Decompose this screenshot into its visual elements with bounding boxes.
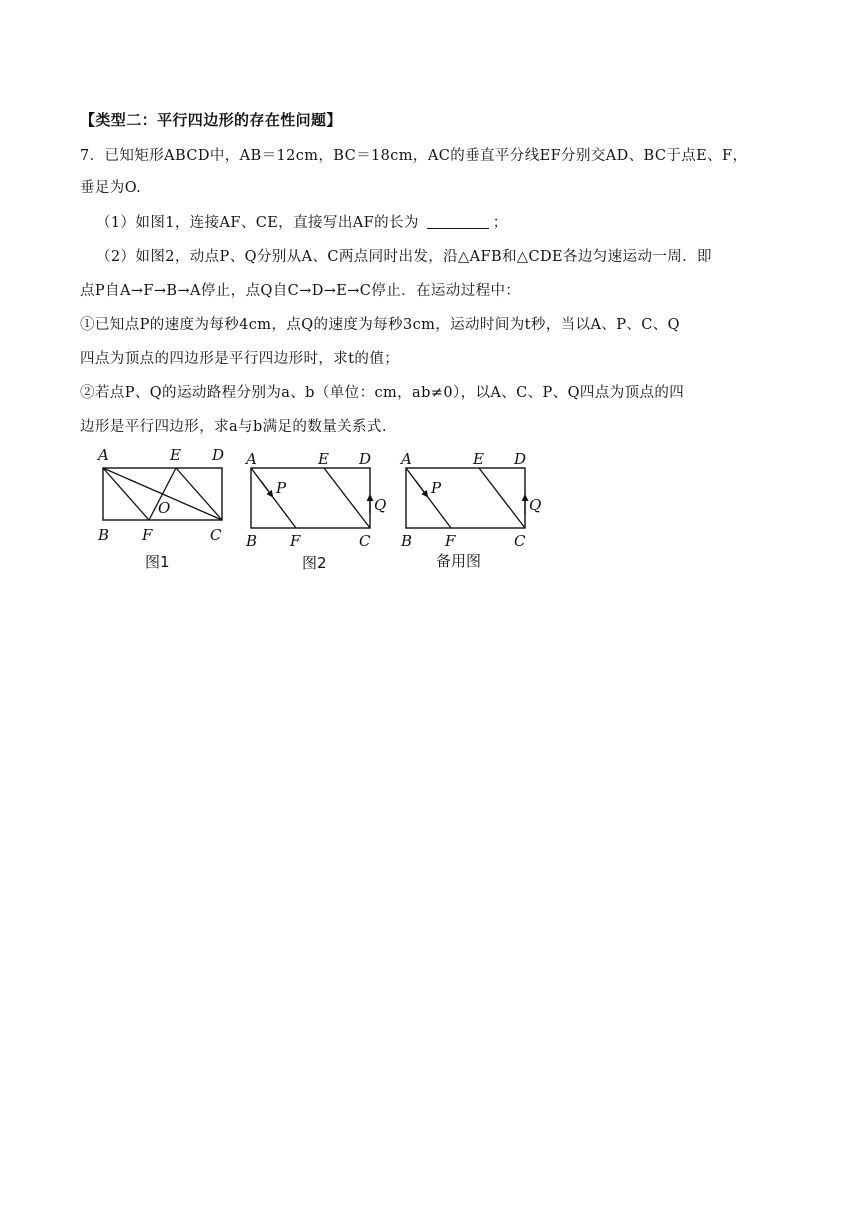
label-c: C [359,532,371,550]
label-c: C [514,532,526,550]
label-d: D [514,450,527,468]
point-p-arrow [416,481,427,496]
figure-spare-caption: 备用图 [436,552,482,570]
label-b: B [98,526,110,544]
label-b: B [401,532,413,550]
label-a: A [401,450,412,468]
question-2a-line-1: ①已知点P的速度为每秒4cm，点Q的速度为每秒3cm，运动时间为t秒，当以A、P、C、Q [80,317,680,333]
label-p: P [431,479,442,497]
label-f: F [290,532,301,550]
label-c: C [210,526,222,544]
label-q: Q [529,496,542,514]
label-b: B [246,532,258,550]
question-2b-line-2: 边形是平行四边形，求a与b满足的数量关系式. [80,419,387,435]
label-o: O [158,499,171,517]
problem-intro-line-1: 7．已知矩形ABCD中，AB＝12cm，BC＝18cm，AC的垂直平分线EF分别交AD、BC于点E、F， [80,148,748,164]
label-e: E [473,450,484,468]
section-heading: 【类型二：平行四边形的存在性问题】 [80,111,342,129]
segment-af [251,468,296,528]
problem-intro-line-2: 垂足为O. [80,180,142,196]
label-e: E [318,450,329,468]
label-f: F [142,526,153,544]
question-2a-line-2: 四点为顶点的四边形是平行四边形时，求t的值； [80,351,400,367]
label-d: D [359,450,372,468]
label-p: P [276,479,287,497]
rectangle-abcd [251,468,370,528]
figure-1 [96,446,224,571]
geometry-figures [94,444,546,574]
question-1 [96,213,508,233]
label-a: A [98,446,109,464]
point-p-arrow [261,481,272,496]
segment-af [406,468,451,528]
label-f: F [445,532,456,550]
question-1-end: ； [492,215,508,231]
figure-1-caption: 图1 [145,553,170,571]
figure-2-caption: 图2 [302,554,327,572]
figure-2 [244,450,386,572]
label-q: Q [374,496,387,514]
rectangle-abcd [406,468,525,528]
segment-ce [176,468,222,520]
question-2b-line-1: ②若点P、Q的运动路程分别为a、b（单位：cm，ab≠0），以A、C、P、Q四点为顶点的四 [80,385,685,401]
figure-spare [399,450,541,570]
question-2-line-2: 点P自A→F→B→A停止，点Q自C→D→E→C停止．在运动过程中： [80,283,521,299]
segment-af [103,468,149,520]
question-2-line-1: （2）如图2，动点P、Q分别从A、C两点同时出发，沿△AFB和△CDE各边匀速运动一周．即 [96,249,712,265]
label-e: E [170,446,181,464]
segment-ec [479,468,525,528]
label-a: A [246,450,257,468]
label-d: D [212,446,225,464]
answer-blank[interactable] [427,214,489,229]
segment-ec [324,468,370,528]
question-1-text: （1）如图1，连接AF、CE，直接写出AF的长为 [96,215,419,231]
